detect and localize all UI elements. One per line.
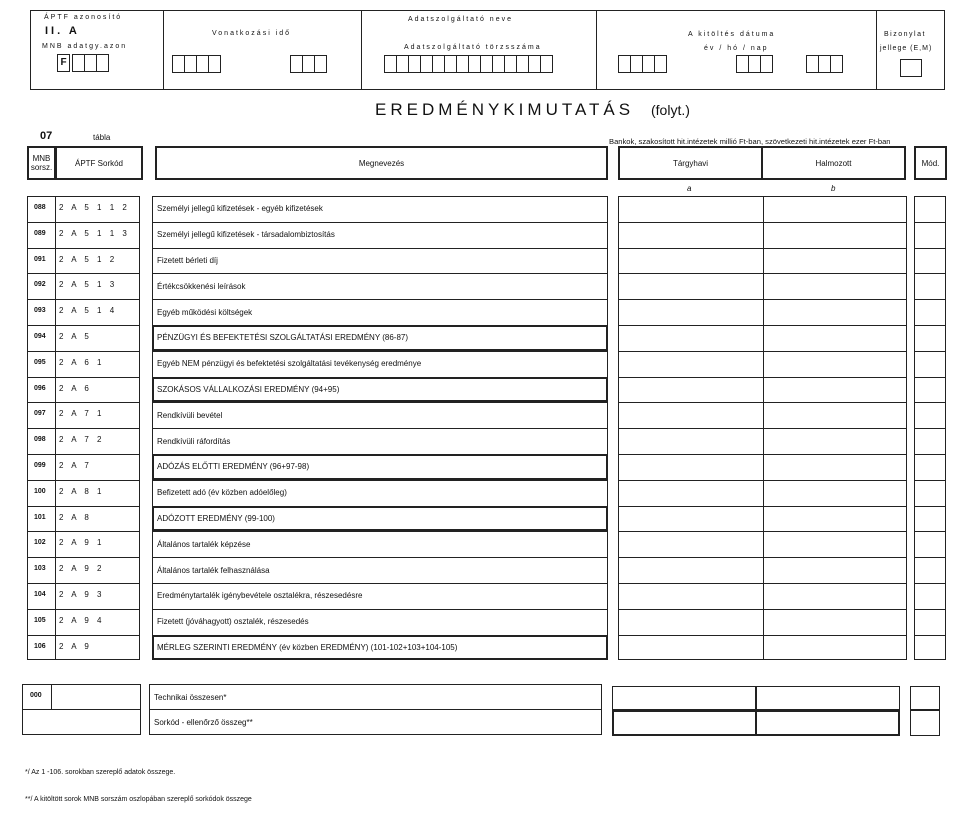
row-separator bbox=[152, 428, 608, 429]
row-mod-input[interactable] bbox=[915, 403, 945, 427]
row-mod-input[interactable] bbox=[915, 481, 945, 505]
row-aptf-code: 2 A 9 1 bbox=[59, 538, 102, 548]
row-separator bbox=[27, 583, 140, 584]
row-separator bbox=[152, 583, 608, 584]
row-name: Általános tartalék felhasználása bbox=[157, 565, 270, 575]
row-mod-input[interactable] bbox=[915, 429, 945, 453]
col-label-a: a bbox=[687, 184, 692, 193]
row-separator bbox=[152, 402, 608, 403]
row-separator bbox=[152, 531, 608, 532]
row-name: MÉRLEG SZERINTI EREDMÉNY (év közben EREDMÉNY) (101-102+103+104-105) bbox=[157, 642, 458, 652]
row-cumulative-input[interactable] bbox=[764, 197, 905, 221]
row-current-input[interactable] bbox=[620, 197, 761, 221]
row-name: Rendkívüli bevétel bbox=[157, 410, 223, 420]
provider-code-cell[interactable] bbox=[540, 55, 553, 73]
col-header-mod: Mód. bbox=[914, 146, 947, 180]
row-separator bbox=[27, 402, 140, 403]
row-cumulative-input[interactable] bbox=[764, 274, 905, 298]
row-cumulative-input[interactable] bbox=[764, 300, 905, 324]
period-label: Vonatkozási idő bbox=[212, 30, 292, 37]
row-aptf-code: 2 A 5 bbox=[59, 332, 89, 341]
table-number: 07 bbox=[40, 130, 53, 142]
row-name: Értékcsökkenési leírások bbox=[157, 281, 246, 291]
provider-name-label: Adatszolgáltató neve bbox=[408, 16, 513, 23]
row-cumulative-input[interactable] bbox=[764, 249, 905, 273]
check-cumulative-total[interactable] bbox=[755, 686, 900, 710]
row-mnb-number: 098 bbox=[34, 436, 46, 444]
row-separator bbox=[27, 506, 140, 507]
row-mnb-number: 092 bbox=[34, 281, 46, 289]
row-name: ADÓZOTT EREDMÉNY (99-100) bbox=[157, 513, 275, 523]
period-month-input[interactable] bbox=[291, 55, 327, 73]
units-note: Bankok, szakosított hit.intézetek millió Ft-ban, szövetkezeti hit.intézetek ezer Ft-ban bbox=[609, 137, 891, 146]
footnote-2: **/ A kitöltött sorok MNB sorszám oszlopában szereplő sorkódok összege bbox=[25, 796, 252, 803]
row-mod-input[interactable] bbox=[915, 274, 945, 298]
row-separator bbox=[27, 454, 140, 455]
row-separator bbox=[27, 531, 140, 532]
row-mod-input[interactable] bbox=[915, 378, 945, 402]
aptf-value: II. A bbox=[45, 25, 80, 37]
page-title-suffix: (folyt.) bbox=[651, 102, 690, 118]
check-left-divider bbox=[51, 684, 52, 709]
row-mod-input[interactable] bbox=[915, 558, 945, 582]
check-mod-checksum[interactable] bbox=[910, 710, 940, 736]
row-name: Rendkívüli ráfordítás bbox=[157, 436, 231, 446]
col-header-name: Megnevezés bbox=[155, 146, 608, 180]
row-separator bbox=[152, 480, 608, 481]
row-separator bbox=[152, 273, 608, 274]
row-mod-input[interactable] bbox=[915, 610, 945, 634]
row-name: SZOKÁSOS VÁLLALKOZÁSI EREDMÉNY (94+95) bbox=[157, 384, 340, 394]
row-aptf-code: 2 A 6 1 bbox=[59, 357, 102, 367]
total-row-highlight bbox=[152, 454, 608, 480]
row-current-input[interactable] bbox=[620, 223, 761, 247]
row-separator bbox=[152, 248, 608, 249]
check-row-number: 000 bbox=[30, 692, 42, 699]
row-current-input[interactable] bbox=[620, 584, 761, 608]
date-cell[interactable] bbox=[830, 55, 843, 73]
row-current-input[interactable] bbox=[620, 481, 761, 505]
row-separator bbox=[152, 557, 608, 558]
row-aptf-code: 2 A 9 2 bbox=[59, 564, 102, 574]
col-header-mnb: MNB sorsz. bbox=[27, 146, 56, 180]
row-separator bbox=[27, 480, 140, 481]
check-label-divider bbox=[149, 709, 602, 710]
row-separator bbox=[27, 351, 140, 352]
check-current-checksum[interactable] bbox=[612, 710, 757, 736]
row-name: Befizetett adó (év közben adóelőleg) bbox=[157, 488, 287, 498]
row-mod-input[interactable] bbox=[915, 352, 945, 376]
mnb-label: MNB adatgy.azon bbox=[42, 43, 128, 50]
row-mod-input[interactable] bbox=[915, 507, 945, 531]
row-current-input[interactable] bbox=[620, 326, 761, 350]
row-name: Eredménytartalék igénybevétele osztalékra, részesedésre bbox=[157, 591, 363, 601]
row-aptf-code: 2 A 7 1 bbox=[59, 409, 102, 419]
row-mod-input[interactable] bbox=[915, 532, 945, 556]
fill-date-sub: év / hó / nap bbox=[704, 45, 769, 52]
row-cumulative-input[interactable] bbox=[764, 455, 905, 479]
row-aptf-code: 2 A 5 1 3 bbox=[59, 280, 115, 290]
total-row-highlight bbox=[152, 377, 608, 403]
row-aptf-code: 2 A 8 bbox=[59, 512, 89, 522]
row-separator bbox=[27, 377, 140, 378]
row-mod-input[interactable] bbox=[915, 455, 945, 479]
fill-date-day-input[interactable] bbox=[807, 55, 843, 73]
row-aptf-code: 2 A 8 1 bbox=[59, 486, 102, 496]
period-year-input[interactable] bbox=[173, 55, 221, 73]
cert-label: Bizonylat bbox=[884, 31, 926, 38]
row-separator bbox=[152, 222, 608, 223]
row-mnb-number: 093 bbox=[34, 307, 46, 315]
period-cell[interactable] bbox=[208, 55, 221, 73]
header-divider bbox=[361, 10, 362, 90]
row-mnb-number: 088 bbox=[34, 204, 46, 211]
row-mod-input[interactable] bbox=[915, 249, 945, 273]
col-label-b: b bbox=[831, 184, 836, 193]
row-mnb-number: 103 bbox=[34, 565, 46, 573]
row-separator bbox=[27, 635, 140, 636]
row-current-input[interactable] bbox=[620, 610, 761, 634]
row-name: Általános tartalék képzése bbox=[157, 539, 251, 549]
check-left-divider bbox=[22, 709, 141, 710]
row-mnb-number: 094 bbox=[34, 333, 46, 340]
row-aptf-code: 2 A 7 2 bbox=[59, 435, 102, 445]
row-aptf-code: 2 A 9 4 bbox=[59, 615, 102, 625]
col-header-cumulative: Halmozott bbox=[761, 146, 906, 180]
row-cumulative-input[interactable] bbox=[764, 507, 905, 531]
header-divider bbox=[876, 10, 877, 90]
row-current-input[interactable] bbox=[620, 558, 761, 582]
row-current-input[interactable] bbox=[620, 378, 761, 402]
row-mnb-number: 095 bbox=[34, 358, 46, 366]
row-mod-input[interactable] bbox=[915, 223, 945, 247]
date-cell[interactable] bbox=[654, 55, 667, 73]
aptf-label: ÁPTF azonosító bbox=[44, 14, 123, 21]
row-cumulative-input[interactable] bbox=[764, 223, 905, 247]
cert-type-cell[interactable] bbox=[900, 59, 922, 77]
total-row-highlight bbox=[152, 325, 608, 351]
row-current-input[interactable] bbox=[620, 274, 761, 298]
row-current-input[interactable] bbox=[620, 249, 761, 273]
row-aptf-code: 2 A 5 1 2 bbox=[59, 254, 115, 264]
row-separator bbox=[27, 428, 140, 429]
row-mnb-number: 106 bbox=[34, 642, 46, 650]
row-cumulative-input[interactable] bbox=[764, 584, 905, 608]
row-cumulative-input[interactable] bbox=[764, 610, 905, 634]
row-aptf-code: 2 A 6 bbox=[59, 383, 89, 393]
row-cumulative-input[interactable] bbox=[764, 532, 905, 556]
fill-date-year-input[interactable] bbox=[619, 55, 667, 73]
check-sum-label: Sorkód - ellenőrző összeg** bbox=[154, 717, 253, 727]
row-name: Személyi jellegű kifizetések - társadalombiztosítás bbox=[157, 230, 335, 240]
row-separator bbox=[27, 273, 140, 274]
row-separator bbox=[152, 351, 608, 352]
row-aptf-code: 2 A 7 bbox=[59, 461, 89, 470]
row-mnb-number: 091 bbox=[34, 255, 46, 263]
mnb-id-cell[interactable]: F bbox=[57, 54, 70, 72]
check-mod-total[interactable] bbox=[910, 686, 940, 710]
check-current-total[interactable] bbox=[612, 686, 757, 710]
cert-type-input[interactable] bbox=[901, 59, 922, 77]
row-mnb-number: 097 bbox=[34, 410, 46, 418]
period-cell[interactable] bbox=[314, 55, 327, 73]
total-row-highlight bbox=[152, 635, 608, 661]
row-current-input[interactable] bbox=[620, 507, 761, 531]
row-aptf-code: 2 A 9 3 bbox=[59, 590, 102, 599]
row-mnb-number: 099 bbox=[34, 462, 46, 469]
row-current-input[interactable] bbox=[620, 403, 761, 427]
row-mnb-number: 089 bbox=[34, 229, 46, 237]
total-row-highlight bbox=[152, 506, 608, 532]
row-name: Fizetett bérleti díj bbox=[157, 255, 218, 265]
row-mnb-number: 105 bbox=[34, 616, 46, 624]
row-current-input[interactable] bbox=[620, 636, 761, 660]
row-separator bbox=[152, 609, 608, 610]
row-current-input[interactable] bbox=[620, 352, 761, 376]
row-cumulative-input[interactable] bbox=[764, 326, 905, 350]
check-cumulative-checksum[interactable] bbox=[755, 710, 900, 736]
row-name: PÉNZÜGYI ÉS BEFEKTETÉSI SZOLGÁLTATÁSI EREDMÉNY (86-87) bbox=[157, 333, 409, 343]
row-name: Egyéb működési költségek bbox=[157, 307, 253, 317]
row-mod-input[interactable] bbox=[915, 197, 945, 221]
row-name: Fizetett (jóváhagyott) osztalék, részesedés bbox=[157, 617, 309, 627]
row-cumulative-input[interactable] bbox=[764, 558, 905, 582]
row-mnb-number: 096 bbox=[34, 384, 46, 392]
date-cell[interactable] bbox=[760, 55, 773, 73]
row-mnb-number: 104 bbox=[34, 591, 46, 598]
row-separator bbox=[27, 299, 140, 300]
cert-sub: jellege (E,M) bbox=[880, 45, 933, 52]
mnb-id-cell[interactable] bbox=[96, 54, 109, 72]
row-mnb-number: 101 bbox=[34, 513, 46, 521]
header-divider bbox=[163, 10, 164, 90]
fill-date-label: A kitöltés dátuma bbox=[688, 31, 776, 38]
page-title: EREDMÉNYKIMUTATÁS bbox=[375, 100, 635, 119]
row-mnb-number: 102 bbox=[34, 539, 46, 547]
table-word: tábla bbox=[93, 133, 111, 142]
row-aptf-code: 2 A 9 bbox=[59, 641, 89, 651]
row-mnb-number: 100 bbox=[34, 487, 46, 495]
row-separator bbox=[27, 557, 140, 558]
row-separator bbox=[27, 222, 140, 223]
row-separator bbox=[27, 325, 140, 326]
row-current-input[interactable] bbox=[620, 429, 761, 453]
row-aptf-code: 2 A 5 1 1 2 bbox=[59, 203, 127, 212]
row-cumulative-input[interactable] bbox=[764, 352, 905, 376]
row-current-input[interactable] bbox=[620, 532, 761, 556]
row-mod-input[interactable] bbox=[915, 636, 945, 660]
row-separator bbox=[152, 299, 608, 300]
check-technical-label: Technikai összesen* bbox=[154, 692, 227, 702]
row-cumulative-input[interactable] bbox=[764, 429, 905, 453]
row-current-input[interactable] bbox=[620, 300, 761, 324]
header-divider bbox=[596, 10, 597, 90]
col-header-aptf: ÁPTF Sorkód bbox=[55, 146, 143, 180]
row-mod-input[interactable] bbox=[915, 300, 945, 324]
provider-code-label: Adatszolgáltató törzsszáma bbox=[404, 44, 542, 51]
row-cumulative-input[interactable] bbox=[764, 481, 905, 505]
mnb-id-input[interactable] bbox=[58, 54, 109, 72]
row-name: Személyi jellegű kifizetések - egyéb kifizetések bbox=[157, 204, 323, 214]
row-separator bbox=[27, 248, 140, 249]
footnote-1: */ Az 1 -106. sorokban szereplő adatok összege. bbox=[25, 769, 176, 776]
row-separator bbox=[27, 609, 140, 610]
row-mod-input[interactable] bbox=[915, 326, 945, 350]
row-cumulative-input[interactable] bbox=[764, 403, 905, 427]
fill-date-month-input[interactable] bbox=[737, 55, 773, 73]
row-cumulative-input[interactable] bbox=[764, 636, 905, 660]
row-name: ADÓZÁS ELŐTTI EREDMÉNY (96+97-98) bbox=[157, 462, 310, 472]
row-cumulative-input[interactable] bbox=[764, 378, 905, 402]
row-aptf-code: 2 A 5 1 4 bbox=[59, 306, 115, 316]
row-aptf-code: 2 A 5 1 1 3 bbox=[59, 228, 127, 238]
row-mod-input[interactable] bbox=[915, 584, 945, 608]
row-current-input[interactable] bbox=[620, 455, 761, 479]
row-name: Egyéb NEM pénzügyi és befektetési szolgáltatási tevékenység eredménye bbox=[157, 359, 422, 369]
provider-code-input[interactable] bbox=[385, 55, 553, 73]
col-header-current: Tárgyhavi bbox=[618, 146, 763, 180]
